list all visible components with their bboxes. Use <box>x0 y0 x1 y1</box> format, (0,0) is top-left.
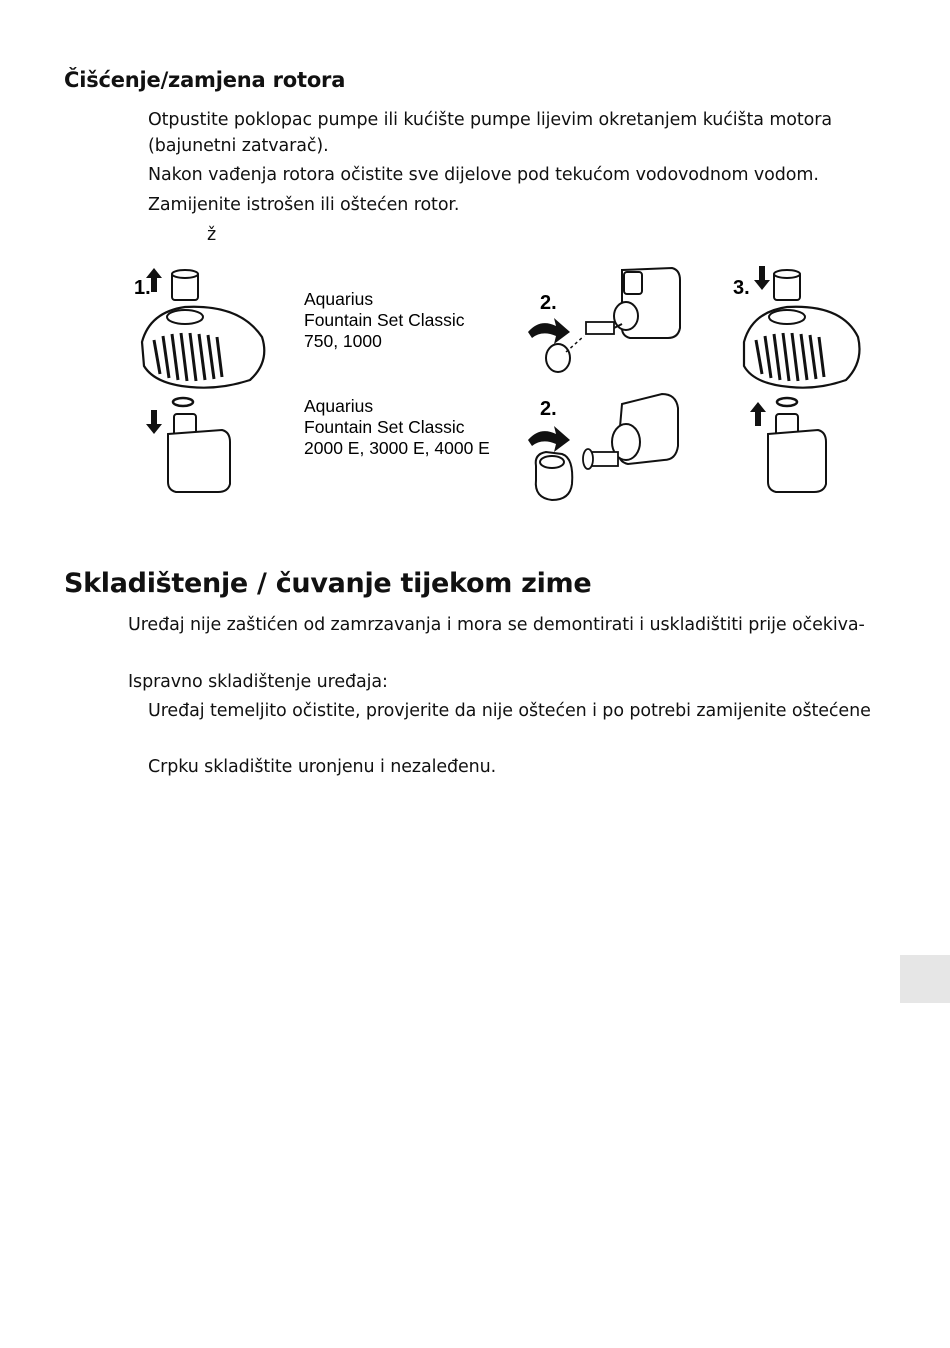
stray-character: ž <box>207 225 217 245</box>
step-label-1: 1. <box>134 277 151 299</box>
rotor-removal-small-pump-illustration <box>522 262 682 382</box>
step-label-2b: 2. <box>540 398 557 420</box>
instruction-line: Zamijenite istrošen ili oštećen rotor. <box>148 195 460 215</box>
instruction-line: (bajunetni zatvarač). <box>148 136 329 156</box>
instruction-line: Otpustite poklopac pumpe ili kućište pumpe lijevim okretanjem kućišta motora <box>148 110 832 130</box>
fountain-pump-disassembly-illustration <box>130 262 280 502</box>
step-label-2a: 2. <box>540 292 557 314</box>
section-heading-storage: Skladištenje / čuvanje tijekom zime <box>64 568 592 599</box>
instruction-line: Nakon vađenja rotora očistite sve dijelove pod tekućom vodovodnom vodom. <box>148 165 819 185</box>
storage-item: Crpku skladištite uronjenu i nezaleđenu. <box>148 757 497 777</box>
storage-intro: Uređaj nije zaštićen od zamrzavanja i mora se demontirati i uskladištiti prije očekiva- <box>128 615 865 635</box>
language-tab-marker <box>900 955 950 1003</box>
storage-subheading: Ispravno skladištenje uređaja: <box>128 672 388 692</box>
rotor-removal-large-pump-illustration <box>522 388 682 508</box>
model-label-b: Aquarius Fountain Set Classic 2000 E, 3000 E, 4000 E <box>304 396 490 458</box>
model-label-a: Aquarius Fountain Set Classic 750, 1000 <box>304 289 465 351</box>
section-heading-rotor: Čišćenje/zamjena rotora <box>64 68 346 92</box>
step-label-3: 3. <box>733 277 750 299</box>
storage-item: Uređaj temeljito očistite, provjerite da nije oštećen i po potrebi zamijenite oštećene <box>148 701 871 721</box>
fountain-pump-reassembly-illustration <box>732 262 882 502</box>
